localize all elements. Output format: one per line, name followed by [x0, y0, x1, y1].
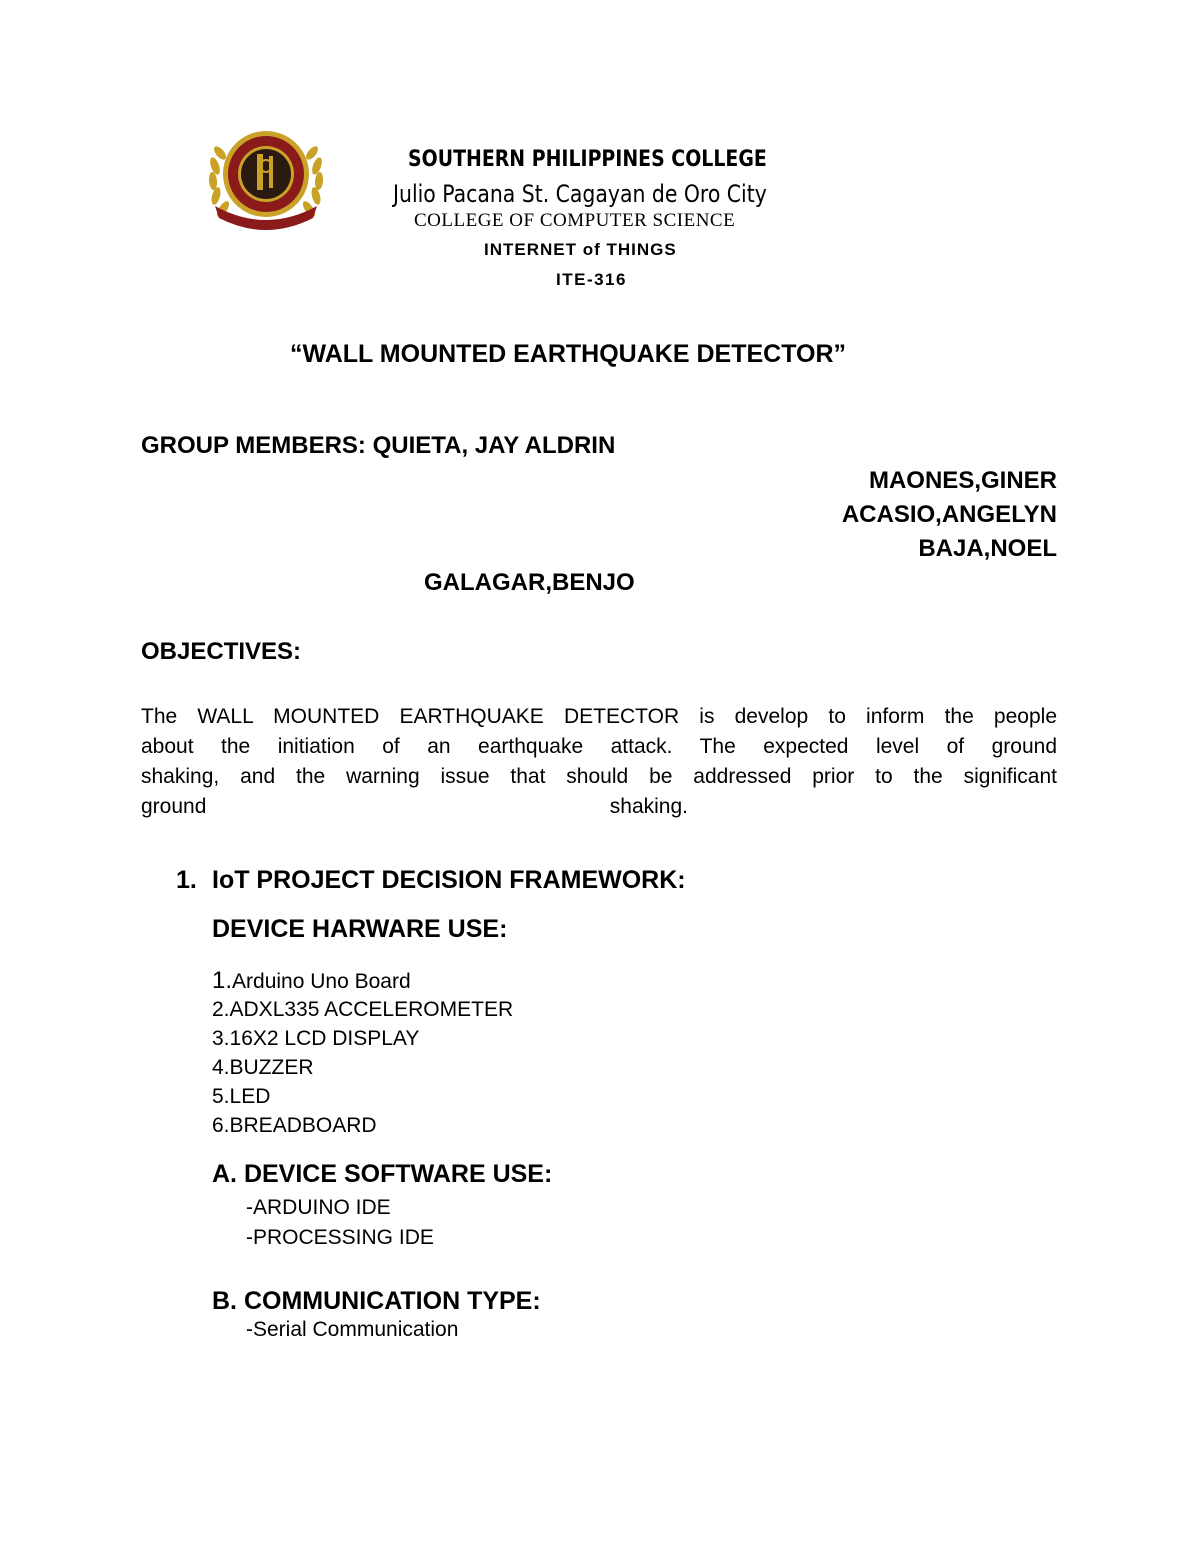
- group-members-label: GROUP MEMBERS: QUIETA, JAY ALDRIN: [141, 432, 616, 459]
- hardware-item: [212, 967, 411, 995]
- hardware-item-text: Arduino Uno Board: [232, 970, 411, 993]
- college-name: COLLEGE OF COMPUTER SCIENCE: [414, 210, 736, 231]
- project-title: “WALL MOUNTED EARTHQUAKE DETECTOR”: [290, 340, 847, 368]
- framework-heading: IoT PROJECT DECISION FRAMEWORK:: [212, 866, 686, 894]
- group-member: BAJA,NOEL: [918, 535, 1057, 562]
- hardware-item: 2.ADXL335 ACCELEROMETER: [212, 998, 514, 1021]
- school-address: Julio Pacana St. Cagayan de Oro City: [393, 180, 767, 208]
- hardware-item: 5.LED: [212, 1085, 271, 1108]
- objectives-heading: OBJECTIVES:: [141, 638, 302, 665]
- software-item: -ARDUINO IDE: [246, 1196, 391, 1219]
- group-member: ACASIO,ANGELYN: [841, 501, 1057, 528]
- software-heading: A. DEVICE SOFTWARE USE:: [212, 1160, 553, 1188]
- hardware-item: 3.16X2 LCD DISPLAY: [212, 1027, 420, 1050]
- paragraph-line: about the initiation of an earthquake attack. The expected level of ground: [141, 735, 1057, 758]
- paragraph-line: [141, 792, 1057, 822]
- course-name: INTERNET of THINGS: [484, 240, 677, 259]
- framework-number: 1.: [176, 866, 197, 894]
- paragraph-word: ground: [141, 795, 207, 818]
- paragraph-line: shaking, and the warning issue that should be addressed prior to the significant: [141, 765, 1057, 788]
- hardware-item: 6.BREADBOARD: [212, 1114, 377, 1137]
- course-code: ITE-316: [556, 270, 627, 289]
- paragraph-word: shaking.: [609, 795, 688, 818]
- communication-item: -Serial Communication: [246, 1318, 459, 1341]
- group-member: GALAGAR,BENJO: [424, 569, 635, 596]
- hardware-heading: DEVICE HARWARE USE:: [212, 915, 508, 943]
- communication-heading: B. COMMUNICATION TYPE:: [212, 1287, 541, 1315]
- objectives-paragraph: [141, 702, 1057, 822]
- group-member: MAONES,GINER: [868, 467, 1057, 494]
- hardware-item-number: 1.: [212, 967, 233, 994]
- hardware-item: 4.BUZZER: [212, 1056, 314, 1079]
- school-name: SOUTHERN PHILIPPINES COLLEGE: [408, 147, 767, 172]
- software-item: -PROCESSING IDE: [246, 1226, 434, 1249]
- paragraph-line: The WALL MOUNTED EARTHQUAKE DETECTOR is develop to inform the people: [141, 705, 1057, 728]
- college-seal-logo: [205, 126, 327, 230]
